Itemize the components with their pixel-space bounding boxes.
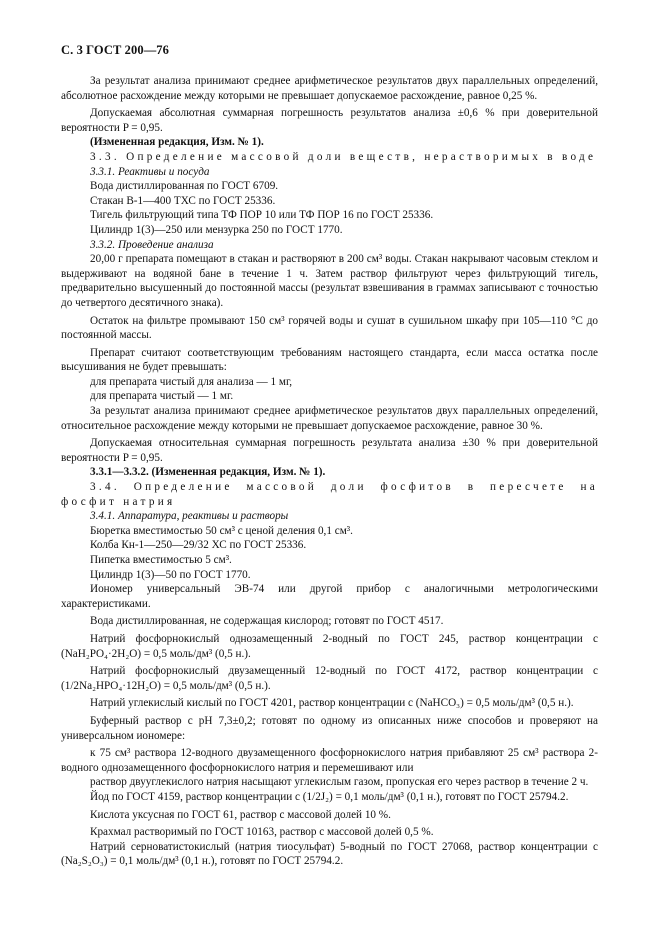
paragraph: для препарата чистый — 1 мг.	[90, 390, 234, 403]
page-header: С. 3 ГОСТ 200—76	[61, 43, 170, 57]
paragraph: Натрий фосфорнокислый однозамещенный 2-водный по ГОСТ 245, раствор концентрации c (NaH₂PO₄·2H₂O) = 0,5 моль/дм³ (0,5 н.).	[61, 632, 598, 660]
paragraph: Стакан В-1—400 ТХС по ГОСТ 25336.	[90, 194, 276, 207]
subsection-heading: 3.3.2. Проведение анализа	[90, 238, 214, 251]
paragraph: Кислота уксусная по ГОСТ 61, раствор с массовой долей 10 %.	[90, 808, 391, 821]
paragraph: Вода дистиллированная по ГОСТ 6709.	[90, 180, 279, 193]
paragraph: Допускаемая абсолютная суммарная погрешность результатов анализа ±0,6 % при доверительной вероятности P = 0,95.	[61, 107, 598, 134]
subsection-heading: 3.3.1. Реактивы и посуда	[90, 165, 210, 178]
paragraph: Пипетка вместимостью 5 см³.	[90, 554, 232, 566]
paragraph: Колба Кн-1—250—29/32 ХС по ГОСТ 25336.	[90, 539, 307, 552]
paragraph: Натрий фосфорнокислый двузамещенный 12-водный по ГОСТ 4172, раствор концентрации c (1/2Na₂HPO₄·12H₂O) = 0,5 моль/дм³ (0,5 н.).	[61, 665, 598, 692]
paragraph: Допускаемая относительная суммарная погрешность результата анализа ±30 % при доверительной вероятности P = 0,95.	[61, 437, 598, 464]
paragraph: Вода дистиллированная, не содержащая кислород; готовят по ГОСТ 4517.	[90, 615, 444, 628]
paragraph: Цилиндр 1(3)—50 по ГОСТ 1770.	[90, 568, 251, 581]
paragraph: Препарат считают соответствующим требованиям настоящего стандарта, если масса остатка после высушивания не будет превышать:	[61, 346, 598, 374]
paragraph: Крахмал растворимый по ГОСТ 10163, раствор с массовой долей 0,5 %.	[90, 826, 434, 839]
paragraph: Тигель фильтрующий типа ТФ ПОР 10 или ТФ ПОР 16 по ГОСТ 25336.	[90, 209, 434, 222]
document-body	[61, 74, 598, 869]
paragraph: Буферный раствор с рН 7,3±0,2; готовят по одному из описанных ниже способов и проверяют на универсальном иономере:	[61, 714, 598, 742]
paragraph: За результат анализа принимают среднее арифметическое результатов двух параллельных определений, относительное расхождение между которыми не превышает допускаемое расхождение, равное 30 %.	[61, 405, 598, 432]
paragraph: Бюретка вместимостью 50 см³ с ценой деления 0,1 см³.	[90, 524, 353, 537]
paragraph: раствор двууглекислого натрия насыщают углекислым газом, пропуская его через раствор в течение 2 ч.	[90, 776, 589, 789]
paragraph: Иономер универсальный ЭВ-74 или другой прибор с аналогичными метрологическими характеристиками.	[61, 583, 598, 610]
paragraph: Натрий серноватистокислый (натрия тиосульфат) 5-водный по ГОСТ 27068, раствор концентрации c (Na₂S₂O₃) = 0,1 моль/дм³ (0,1 н.), готовят по ГОСТ 25794.2.	[61, 840, 598, 868]
paragraph: к 75 см³ раствора 12-водного двузамещенного фосфорнокислого натрия прибавляют 25 см³ раствора 2-водного однозамещенного фосфорнокислого натрия и перемешивают или	[61, 747, 598, 774]
amendment-note: (Измененная редакция, Изм. № 1).	[90, 136, 264, 149]
amendment-note: 3.3.1—3.3.2. (Измененная редакция, Изм. № 1).	[90, 466, 326, 479]
subsection-heading: 3.4.1. Аппаратура, реактивы и растворы	[90, 510, 289, 523]
section-heading: 3.3. Определение массовой доли веществ, нерастворимых в воде	[90, 150, 597, 163]
paragraph: За результат анализа принимают среднее арифметическое результатов двух параллельных определений, абсолютное расхождение между которыми не превышает допускаемое расхождение, равное 0,25 %.	[61, 75, 598, 102]
paragraph: 20,00 г препарата помещают в стакан и растворяют в 200 см³ воды. Стакан накрывают часовым стеклом и выдерживают на водяной бане в течение 1 ч. Затем раствор фильтруют через фильтрующий тигель, предварительно высушенный до постоянной массы (результат взвешивания в граммах записывают с точностью до четвертого десятичного знака).	[61, 253, 598, 309]
paragraph: Йод по ГОСТ 4159, раствор концентрации c (1/2J₂) = 0,1 моль/дм³ (0,1 н.), готовят по ГОСТ 25794.2.	[90, 790, 569, 803]
paragraph: Остаток на фильтре промывают 150 см³ горячей воды и сушат в сушильном шкафу при 105—110 °С до постоянной массы.	[61, 314, 598, 342]
paragraph: для препарата чистый для анализа — 1 мг,	[90, 375, 293, 388]
paragraph: Натрий углекислый кислый по ГОСТ 4201, раствор концентрации c (NaHCO₃) = 0,5 моль/дм³ (0,5 н.).	[90, 697, 574, 710]
paragraph: Цилиндр 1(3)—250 или мензурка 250 по ГОСТ 1770.	[90, 223, 343, 236]
section-heading: 3.4. Определение массовой доли фосфитов в пересчете на фосфит натрия	[61, 481, 598, 508]
